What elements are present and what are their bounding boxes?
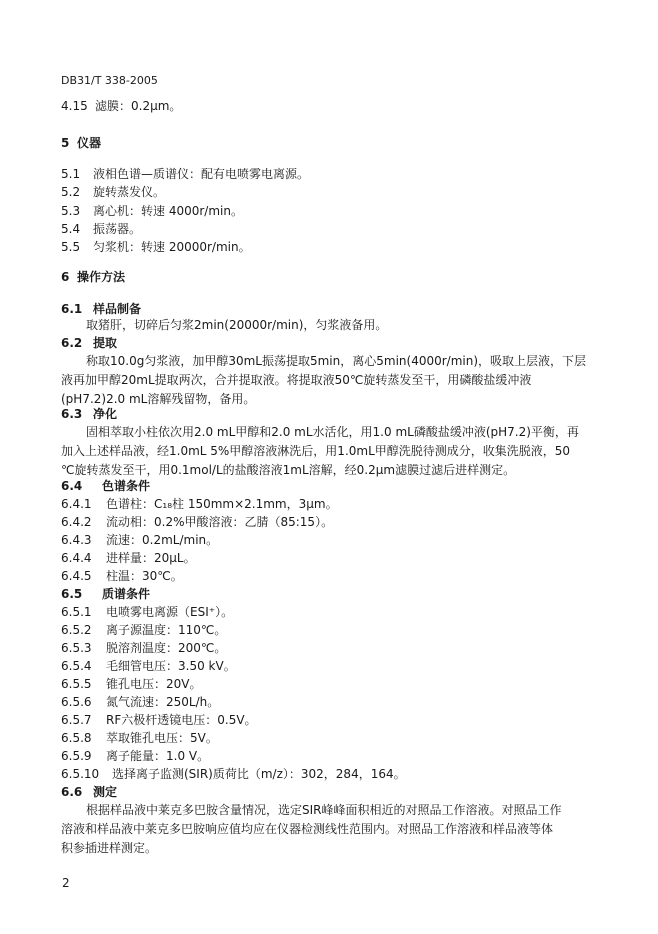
page-number: 2 <box>62 876 70 890</box>
document-page: DB31/T 338-2005 4.15 滤膜：0.2μm。 5 仪器 5.1 液相色谱—质谱仪：配有电喷雾电离源。 5.2 旋转蒸发仪。 5.3 离心机：转速 4000r/min。 5.4 振荡器。 5.5 匀浆机：转速 20000r/min。 6 操作方法 6.1 样品制备 取猪肝，切碎后匀浆2min(20000r/min)，匀浆液备用。 6.2 提取 称取10.0g匀浆液，加甲醇30mL振荡提取5min，离心5min(4000r/min)，吸取上层液，下层 液再加甲醇20mL提取两次，合并提取液。将提取液50℃旋转蒸发至干，用磷酸盐缓冲液 (pH7.2)2.0 mL溶解残留物，备用。 6.3 净化 固相萃取小柱依次用2.0 mL甲醇和2.0 mL水活化，用1.0 mL磷酸盐缓冲液(pH7.2)平衡，再 加入上述样品液，经1.0mL 5%甲醇溶液淋洗后，用1.0mL甲醇洗脱待测成分，收集洗脱液，50 ℃旋转蒸发至干，用0.1mol/L的盐酸溶液1mL溶解，经0.2μm滤膜过滤后进样测定。 6.4 色谱条件 6.4.1 色谱柱：C₁₈柱 150mm×2.1mm，3μm。 6.4.2 流动相：0.2%甲酸溶液：乙腈（85:15）。 6.4.3 流速：0.2mL/min。 6.4.4 进样量：20μL。 6.4.5 柱温：30℃。 6.5 质谱条件 6.5.1 电喷雾电离源（ESI⁺）。 6.5.2 离子源温度：110℃。 6.5.3 脱溶剂温度：200℃。 6.5.4 毛细管电压：3.50 kV。 6.5.5 锥孔电压：20V。 6.5.6 氮气流速：250L/h。 6.5.7 RF六极杆透镜电压：0.5V。 6.5.8 萃取锥孔电压：5V。 6.5.9 离子能量：1.0 V。 6.5.10 选择离子监测(SIR)质荷比（m/z）：302，284，164。 6.6 测定 根据样品液中莱克多巴胺含量情况，选定SIR峰峰面积相近的对照品工作溶液。对照品工作 溶液和样品液中莱克多巴胺响应值均应在仪器检测线性范围内。对照品工作溶液和样品液等体 积参插进样测定。 2 <box>61 74 587 890</box>
clause-6-3-paragraph: 固相萃取小柱依次用2.0 mL甲醇和2.0 mL水活化，用1.0 mL磷酸盐缓冲液(pH7.2)平衡，再 加入上述样品液，经1.0mL 5%甲醇溶液淋洗后，用1.0mL甲醇洗脱待测成分，收集洗脱液，50 ℃旋转蒸发至干，用0.1mol/L的盐酸溶液1mL溶解，经0.2μm滤膜过滤后进样测定。 <box>61 425 579 477</box>
clause-6-1-paragraph: 取猪肝，切碎后匀浆2min(20000r/min)，匀浆液备用。 <box>86 318 388 332</box>
clause-6-2-paragraph: 称取10.0g匀浆液，加甲醇30mL振荡提取5min，离心5min(4000r/min)，吸取上层液，下层 液再加甲醇20mL提取两次，合并提取液。将提取液50℃旋转蒸发至干，用磷酸盐缓冲液 (pH7.2)2.0 mL溶解残留物，备用。 <box>61 354 587 406</box>
clause-6-6-paragraph: 根据样品液中莱克多巴胺含量情况，选定SIR峰峰面积相近的对照品工作溶液。对照品工作 溶液和样品液中莱克多巴胺响应值均应在仪器检测线性范围内。对照品工作溶液和样品液等体 积参插进样测定。 <box>61 803 562 855</box>
doc-id: DB31/T 338-2005 <box>61 74 158 87</box>
